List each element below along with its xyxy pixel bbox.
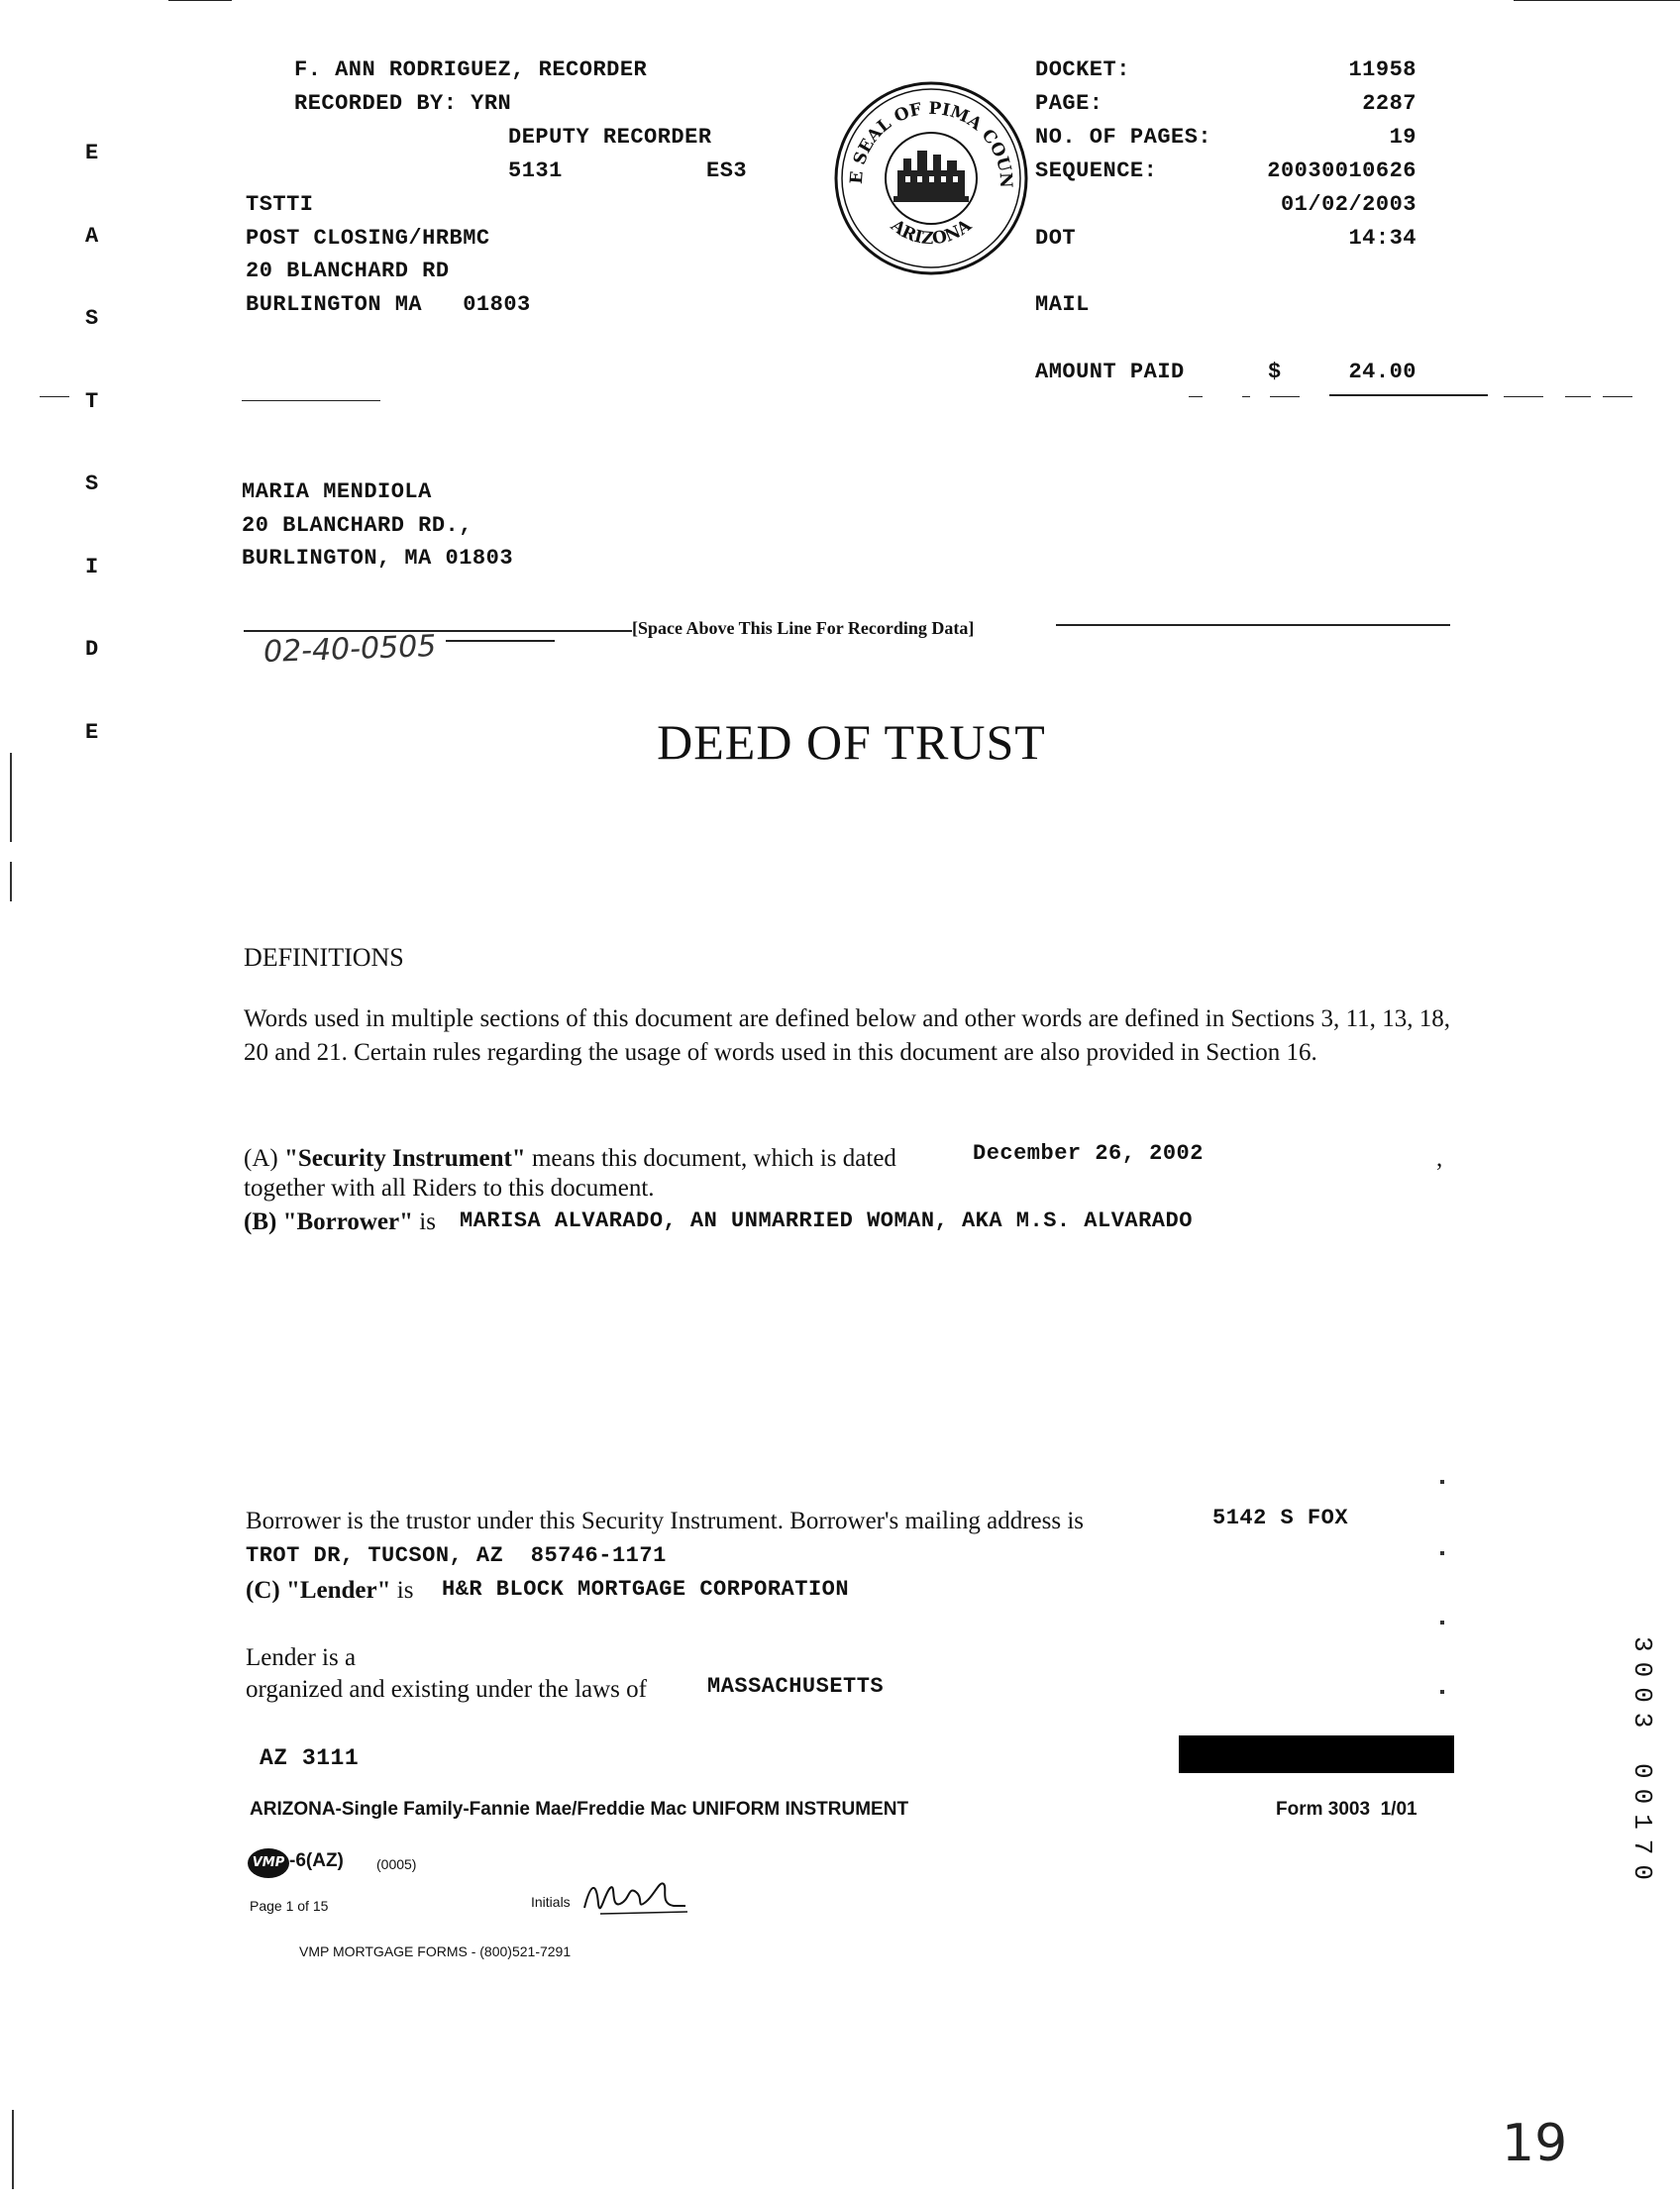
handwritten-mark xyxy=(446,640,555,642)
scan-mark xyxy=(1514,0,1680,1)
pages-label: NO. OF PAGES: xyxy=(1035,125,1212,150)
scan-mark xyxy=(40,396,69,397)
dot-label: DOT xyxy=(1035,226,1077,251)
definitions-heading: DEFINITIONS xyxy=(244,943,404,972)
pages-value: 19 xyxy=(1389,125,1417,150)
amount-label: AMOUNT PAID xyxy=(1035,360,1185,384)
return-address-line: 20 BLANCHARD RD xyxy=(246,259,450,283)
scan-mark xyxy=(10,753,12,842)
vmp-logo-icon xyxy=(248,1848,289,1878)
return-address-line: TSTTI xyxy=(246,192,314,217)
sequence-value: 20030010626 xyxy=(1267,158,1417,183)
def-a-date: December 26, 2002 xyxy=(973,1141,1204,1166)
borrower-name: MARISA ALVARADO, AN UNMARRIED WOMAN, AKA M.S. ALVARADO xyxy=(460,1208,1193,1233)
seal-top-text: E SEAL OF PIMA COUN xyxy=(846,98,1016,189)
mail-label: MAIL xyxy=(1035,292,1090,317)
recorded-by: RECORDED BY: YRN xyxy=(294,91,512,116)
def-a-text: means this document, which is dated xyxy=(525,1145,903,1172)
intro-paragraph: Words used in multiple sections of this document are defined below and other words are defined in Sections 3, 11, 13, 18, 20 and 21. Certain rules regarding the usage of words used in this document are also provided in Section 16. xyxy=(244,1005,1450,1066)
recorder-code: 5131 xyxy=(508,158,563,183)
amount-currency: $ xyxy=(1268,360,1282,384)
docket-label: DOCKET: xyxy=(1035,57,1130,82)
header-rule xyxy=(1565,396,1591,397)
seal-bottom-text: ARIZONA xyxy=(887,215,976,250)
recorder-code: ES3 xyxy=(706,158,748,183)
side-stamp-text: 3003 00170 xyxy=(1628,1635,1657,1891)
def-a-comma: , xyxy=(1436,1145,1443,1172)
eastside-letter: E xyxy=(85,141,99,165)
footer-code: AZ 3111 xyxy=(260,1745,360,1771)
redaction-bar xyxy=(1179,1735,1454,1773)
vmp-logo-text: VMP xyxy=(252,1855,285,1870)
eastside-letter: S xyxy=(85,306,99,331)
def-c-label: (C) xyxy=(246,1577,286,1604)
borrower-address-value: TROT DR, TUCSON, AZ 85746-1171 xyxy=(246,1543,667,1568)
mail-to-line: MARIA MENDIOLA xyxy=(242,479,432,504)
header-rule xyxy=(1504,396,1543,397)
recording-data-rule xyxy=(244,630,632,632)
footer-form: Form 3003 1/01 xyxy=(1276,1799,1418,1820)
scan-dot xyxy=(1440,1480,1444,1484)
lender-is: Lender is a xyxy=(246,1644,357,1671)
footer-instrument: ARIZONA-Single Family-Fannie Mae/Freddie Mac UNIFORM INSTRUMENT xyxy=(250,1799,909,1820)
return-address-line: BURLINGTON MA 01803 xyxy=(246,292,531,317)
vmp-forms: VMP MORTGAGE FORMS - (800)521-7291 xyxy=(299,1943,572,1959)
eastside-letter: D xyxy=(85,637,99,662)
county-seal xyxy=(824,61,1022,260)
handwritten-number: 02-40-0505 xyxy=(262,628,437,671)
side-stamp xyxy=(1623,1585,1662,1941)
page-value: 2287 xyxy=(1362,91,1417,116)
page-count: Page 1 of 15 xyxy=(250,1898,329,1914)
def-b-term: "Borrower" xyxy=(282,1208,413,1235)
recording-data-rule xyxy=(1056,624,1450,626)
header-rule xyxy=(1189,396,1203,397)
page-label: PAGE: xyxy=(1035,91,1103,116)
scan-dot xyxy=(1440,1690,1444,1694)
handwritten-page-number: 19 xyxy=(1502,2114,1568,2173)
scan-mark xyxy=(168,0,232,1)
recording-date: 01/02/2003 xyxy=(1280,192,1417,217)
amount-value: 24.00 xyxy=(1348,360,1417,384)
eastside-letter: T xyxy=(85,388,99,414)
definition-c xyxy=(246,1577,420,1605)
vmp-sub: (0005) xyxy=(376,1856,417,1872)
organized-state: MASSACHUSETTS xyxy=(707,1674,885,1699)
def-b-text: is xyxy=(413,1208,443,1235)
initials-signature-icon xyxy=(580,1874,689,1924)
def-b-label: (B) xyxy=(244,1208,283,1235)
scan-mark xyxy=(12,2110,14,2189)
scan-dot xyxy=(1440,1621,1444,1625)
header-rule xyxy=(1242,396,1250,397)
organized-text: organized and existing under the laws of xyxy=(246,1676,654,1703)
recording-time: 14:34 xyxy=(1348,226,1417,251)
eastside-letter: I xyxy=(85,554,99,579)
scan-mark xyxy=(10,862,12,901)
deputy-recorder: DEPUTY RECORDER xyxy=(508,125,712,150)
definition-a xyxy=(244,1145,902,1173)
def-c-term: "Lender" xyxy=(285,1577,391,1604)
eastside-letter: S xyxy=(85,472,99,496)
header-rule xyxy=(242,400,380,401)
header-rule xyxy=(1603,396,1632,397)
document-title xyxy=(0,656,1680,771)
def-c-text: is xyxy=(390,1577,420,1604)
return-address-line: POST CLOSING/HRBMC xyxy=(246,226,490,251)
def-a-label: (A) xyxy=(244,1145,284,1172)
eastside-letter: E xyxy=(85,719,99,745)
eastside-letter: A xyxy=(85,223,99,249)
vmp-code: -6(AZ) xyxy=(289,1850,344,1871)
definition-b xyxy=(244,1208,442,1236)
borrower-address-value: 5142 S FOX xyxy=(1212,1506,1349,1530)
header-rule xyxy=(1270,396,1300,397)
mail-to-line: 20 BLANCHARD RD., xyxy=(242,513,472,538)
borrower-address-text: Borrower is the trustor under this Security Instrument. Borrower's mailing address is xyxy=(246,1508,1091,1534)
recording-data-label: [Space Above This Line For Recording Data] xyxy=(632,618,975,638)
initials-label: Initials xyxy=(531,1894,571,1910)
seal-icon xyxy=(832,79,1030,277)
docket-value: 11958 xyxy=(1348,57,1417,82)
scan-dot xyxy=(1440,1551,1444,1555)
mail-to-line: BURLINGTON, MA 01803 xyxy=(242,546,514,571)
title-text: DEED OF TRUST xyxy=(657,714,1046,770)
header-rule xyxy=(1329,394,1488,396)
lender-name: H&R BLOCK MORTGAGE CORPORATION xyxy=(442,1577,850,1602)
recorder-name: F. ANN RODRIGUEZ, RECORDER xyxy=(294,57,648,82)
def-a-line2: together with all Riders to this document. xyxy=(244,1175,655,1202)
def-a-term: "Security Instrument" xyxy=(283,1145,526,1172)
sequence-label: SEQUENCE: xyxy=(1035,158,1158,183)
